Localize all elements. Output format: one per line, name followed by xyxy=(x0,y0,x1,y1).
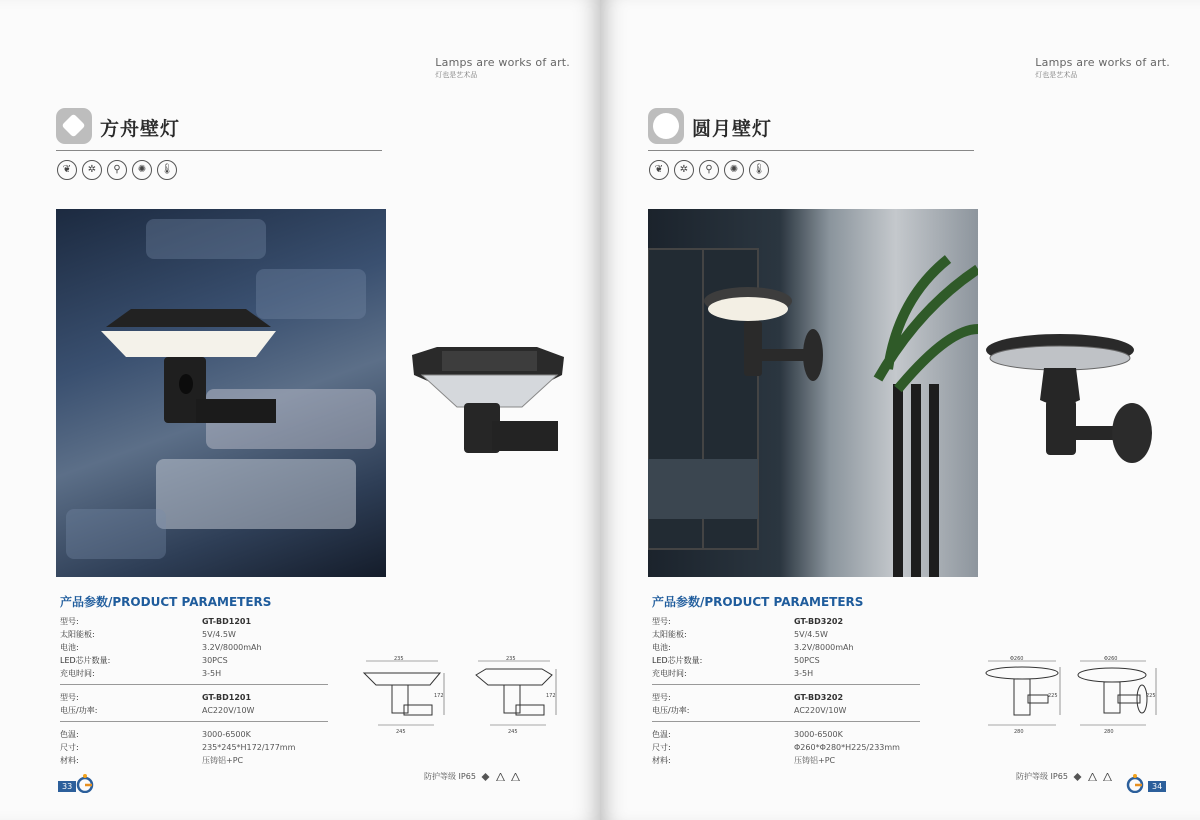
param-row xyxy=(652,667,922,680)
divider xyxy=(60,684,328,685)
param-key: 电压/功率: xyxy=(60,706,98,715)
param-key: 材料: xyxy=(60,756,79,765)
ip-rating-text: 防护等级 IP65 xyxy=(424,772,476,781)
param-value: GT-BD1201 xyxy=(202,693,252,702)
dim-bottom-label: 245 xyxy=(396,729,406,735)
param-key: 太阳能板: xyxy=(652,630,687,639)
param-row xyxy=(652,654,922,667)
divider xyxy=(652,684,920,685)
dim-top-label: Φ260 xyxy=(1010,656,1024,662)
ip-rating xyxy=(1016,771,1112,782)
page-number: 34 xyxy=(1148,781,1166,792)
tagline-en: Lamps are works of art. xyxy=(1035,56,1170,69)
param-value: 压铸铝+PC xyxy=(202,756,244,765)
param-row xyxy=(652,691,922,704)
dim-top-label: Φ260 xyxy=(1104,656,1118,662)
param-value: 3-5H xyxy=(794,669,814,678)
tagline xyxy=(435,56,570,80)
product-image xyxy=(392,345,572,460)
warning-triangle-icon xyxy=(1103,773,1112,781)
param-value: 5V/4.5W xyxy=(794,630,828,639)
diamond-mark-icon xyxy=(481,773,490,781)
param-value: 压铸铝+PC xyxy=(794,756,836,765)
ip-rating xyxy=(424,771,520,782)
dimension-drawing-front xyxy=(358,655,448,735)
params-title: 产品参数/PRODUCT PARAMETERS xyxy=(652,595,864,609)
diamond-mark-icon xyxy=(1073,773,1082,781)
param-value: 50PCS xyxy=(794,656,820,665)
product-title-row xyxy=(648,108,974,151)
param-value: Φ260*Φ280*H225/233mm xyxy=(794,743,900,752)
dimension-drawing-front xyxy=(982,655,1064,735)
param-row xyxy=(60,704,330,717)
warning-triangle-icon xyxy=(1088,773,1097,781)
param-value: GT-BD1201 xyxy=(202,617,252,626)
tagline-en: Lamps are works of art. xyxy=(435,56,570,69)
param-key: 色温: xyxy=(60,730,79,739)
tagline xyxy=(1035,56,1170,80)
sun-panel-icon: ⚲ xyxy=(106,160,128,188)
param-value: 235*245*H172/177mm xyxy=(202,743,296,752)
product-image xyxy=(982,330,1162,465)
param-row xyxy=(652,641,922,654)
feature-icons xyxy=(648,160,770,188)
sun-icon: ✺ xyxy=(131,160,153,188)
dim-bottom-label: 245 xyxy=(508,729,518,735)
param-value: AC220V/10W xyxy=(202,706,255,715)
ip-rating-text: 防护等级 IP65 xyxy=(1016,772,1068,781)
param-key: 电池: xyxy=(652,643,671,652)
thermometer-icon: 🌡 xyxy=(156,160,178,188)
feature-icons xyxy=(56,160,178,188)
param-row xyxy=(60,691,330,704)
param-key: 尺寸: xyxy=(60,743,79,752)
param-row xyxy=(60,615,330,628)
param-row xyxy=(60,728,330,741)
dim-side-label: 172 xyxy=(434,693,444,699)
param-value: 3000-6500K xyxy=(794,730,843,739)
param-row xyxy=(652,754,922,767)
param-value: 3.2V/8000mAh xyxy=(202,643,262,652)
param-row xyxy=(60,754,330,767)
round-badge-icon xyxy=(648,108,684,144)
leaf-icon: ❦ xyxy=(56,160,78,188)
dim-side-label: 225 xyxy=(1146,693,1156,699)
param-row xyxy=(60,741,330,754)
dim-bottom-label: 280 xyxy=(1014,729,1024,735)
param-key: 电压/功率: xyxy=(652,706,690,715)
leaf-icon: ❦ xyxy=(648,160,670,188)
scene-photo xyxy=(56,209,386,577)
param-value: 3-5H xyxy=(202,669,222,678)
params-table xyxy=(652,615,922,767)
scene-photo xyxy=(648,209,978,577)
brand-logo-icon xyxy=(74,773,96,793)
param-key: 太阳能板: xyxy=(60,630,95,639)
divider xyxy=(652,721,920,722)
param-row xyxy=(652,728,922,741)
fan-icon: ✲ xyxy=(81,160,103,188)
param-value: 3000-6500K xyxy=(202,730,251,739)
params-title: 产品参数/PRODUCT PARAMETERS xyxy=(60,595,272,609)
param-row xyxy=(652,741,922,754)
dim-side-label: 172 xyxy=(546,693,556,699)
param-key: 色温: xyxy=(652,730,671,739)
params-table xyxy=(60,615,330,767)
param-row xyxy=(60,667,330,680)
dim-top-label: 235 xyxy=(394,656,404,662)
param-key: 充电时间: xyxy=(60,669,95,678)
warning-triangle-icon xyxy=(496,773,505,781)
param-row xyxy=(652,628,922,641)
param-key: 型号: xyxy=(652,693,671,702)
dimension-drawing-side xyxy=(1074,655,1164,735)
fan-icon: ✲ xyxy=(673,160,695,188)
param-value: 30PCS xyxy=(202,656,228,665)
param-key: LED芯片数量: xyxy=(60,656,111,665)
product-title: 方舟壁灯 xyxy=(100,118,181,140)
dim-top-label: 235 xyxy=(506,656,516,662)
dim-bottom-label: 280 xyxy=(1104,729,1114,735)
divider xyxy=(60,721,328,722)
param-value: 3.2V/8000mAh xyxy=(794,643,854,652)
page-number: 33 xyxy=(58,781,76,792)
dimension-drawing-side xyxy=(470,655,560,735)
param-value: AC220V/10W xyxy=(794,706,847,715)
param-key: LED芯片数量: xyxy=(652,656,703,665)
param-row xyxy=(60,654,330,667)
param-row xyxy=(652,704,922,717)
param-row xyxy=(60,628,330,641)
tagline-cn: 灯也是艺术品 xyxy=(1035,71,1078,79)
param-key: 型号: xyxy=(652,617,671,626)
dim-side-label: 225 xyxy=(1048,693,1058,699)
sun-panel-icon: ⚲ xyxy=(698,160,720,188)
sun-icon: ✺ xyxy=(723,160,745,188)
lamp-on-wall-image xyxy=(648,209,978,577)
param-key: 型号: xyxy=(60,693,79,702)
product-title-row xyxy=(56,108,382,151)
thermometer-icon: 🌡 xyxy=(748,160,770,188)
param-row xyxy=(60,641,330,654)
product-title: 圆月壁灯 xyxy=(692,118,773,140)
right-page xyxy=(600,0,1200,820)
param-value: GT-BD3202 xyxy=(794,693,844,702)
param-key: 电池: xyxy=(60,643,79,652)
param-row xyxy=(652,615,922,628)
tagline-cn: 灯也是艺术品 xyxy=(435,71,478,79)
lamp-on-wall-image xyxy=(56,209,386,577)
square-badge-icon xyxy=(56,108,92,144)
param-value: GT-BD3202 xyxy=(794,617,844,626)
param-key: 尺寸: xyxy=(652,743,671,752)
param-value: 5V/4.5W xyxy=(202,630,236,639)
param-key: 材料: xyxy=(652,756,671,765)
param-key: 充电时间: xyxy=(652,669,687,678)
warning-triangle-icon xyxy=(511,773,520,781)
param-key: 型号: xyxy=(60,617,79,626)
brand-logo-icon xyxy=(1124,773,1146,793)
